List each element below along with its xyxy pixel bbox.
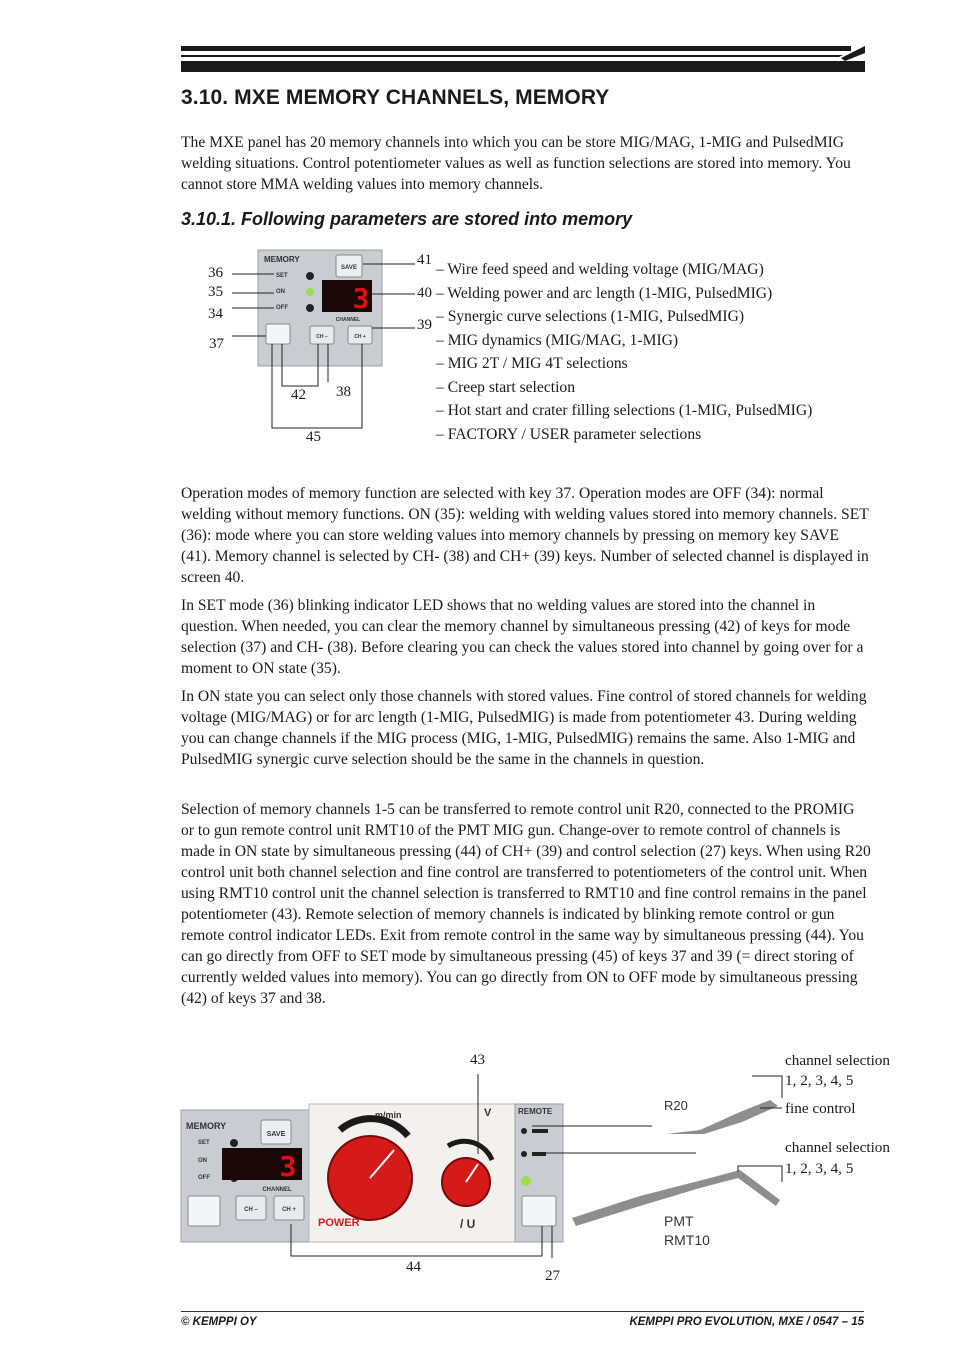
fig-panel-title: MEMORY — [186, 1121, 227, 1131]
panel-title: MEMORY — [264, 255, 300, 264]
parameter-item: – Synergic curve selections (1-MIG, PulsedMIG) — [436, 308, 745, 325]
fig-ch-plus-label: CH + — [282, 1207, 296, 1213]
mode-key-37[interactable] — [266, 324, 290, 344]
label-channel-selection-pmt: channel selection — [785, 1139, 890, 1156]
callout-40: 40 — [417, 285, 432, 301]
fig-v-label: V — [484, 1107, 492, 1119]
subsection-title: 3.10.1. Following parameters are stored into memory — [181, 209, 633, 229]
parameter-item: – FACTORY / USER parameter selections — [436, 425, 702, 443]
callout-45: 45 — [306, 429, 321, 445]
callout-42: 42 — [291, 387, 306, 403]
fig-mmin-label: m/min — [375, 1110, 402, 1120]
led-label-off: OFF — [276, 305, 288, 311]
header-rule — [181, 44, 865, 74]
callout-43: 43 — [470, 1052, 485, 1068]
led-set — [306, 272, 314, 280]
parameter-item: – MIG dynamics (MIG/MAG, 1-MIG) — [436, 331, 679, 349]
parameter-item: – Creep start selection — [436, 378, 575, 396]
callout-38: 38 — [336, 384, 351, 400]
parameter-item: – MIG 2T / MIG 4T selections — [436, 355, 628, 372]
callout-39: 39 — [417, 317, 432, 333]
fig-ch-minus-label: CH – — [244, 1207, 258, 1213]
fig-save-label: SAVE — [266, 1131, 286, 1138]
label-channel-values-r20: 1, 2, 3, 4, 5 — [785, 1072, 854, 1089]
fig-mode-key[interactable] — [188, 1196, 220, 1226]
remote-control-figure — [0, 1050, 954, 1290]
body-paragraph-remote-selection: Selection of memory channels 1-5 can be transferred to remote control unit R20, connected to the PROMIG or to gun remote control unit RMT10 of the PMT MIG gun. Change-over to remote control of channels is made in ON state by simultaneous pressing (44) of CH+ (39) and control selection (27) keys. When using R20 control unit both channel selection and fine control are transferred to potentiometers of the control unit. When using RMT10 control unit the channel selection is transferred to RMT10 and fine control remains in the panel potentiometer (43). Remote selection of memory channels is indicated by blinking remote control or gun remote control indicator LEDs. Exit from remote control in the same way by simultaneous pressing (44). You can go directly from OFF to SET mode by simultaneous pressing (45) of keys 37 and 39 (= direct storing of currently welded values into memory). You can go directly from ON to OFF mode by simultaneous pressing (42) of keys 37 and 38. — [181, 801, 871, 1007]
fig-led-label-set: SET — [198, 1140, 210, 1146]
fig-led-set — [230, 1139, 238, 1147]
fig-control-selection-key[interactable] — [522, 1196, 556, 1226]
intro-paragraph: The MXE panel has 20 memory channels into which you can be store MIG/MAG, 1-MIG and PulsedMIG welding situations. Control potentiometer values as well as function selections are stored into memory. You cannot store MMA welding values into memory channels. — [181, 134, 851, 193]
fig-channel-label: CHANNEL — [262, 1187, 292, 1193]
led-label-on: ON — [276, 289, 285, 295]
fig-remote-led — [521, 1176, 531, 1186]
callout-36: 36 — [208, 265, 223, 281]
fig-u-label: / U — [460, 1217, 476, 1231]
fig-rmt10-label: RMT10 — [664, 1232, 710, 1248]
led-label-set: SET — [276, 273, 288, 279]
fig-channel-display-value: 3 — [279, 1150, 297, 1183]
ch-plus-label: CH + — [354, 334, 366, 340]
stored-parameters-list — [436, 258, 876, 446]
footer-rule — [181, 1311, 864, 1312]
parameter-item: – Wire feed speed and welding voltage (MIG/MAG) — [436, 261, 764, 278]
body-paragraph-set-mode: In SET mode (36) blinking indicator LED shows that no welding values are stored into the channel in question. When needed, you can clear the memory channel by simultaneous pressing (42) of keys for mode selection (37) and CH- (38). Before clearing you can check the values stored into channel by going over for a moment to ON state (35). — [181, 597, 864, 677]
fig-led-label-off: OFF — [198, 1175, 210, 1181]
ch-minus-label: CH – — [316, 334, 328, 340]
body-paragraph-on-state: In ON state you can select only those channels with stored values. Fine control of stored channels for welding voltage (MIG/MAG) or for arc length (1-MIG, PulsedMIG) is made from potentiometer 43. During welding you can change channels if the MIG process (MIG, 1-MIG, PulsedMIG) remains the same. Also 1-MIG and PulsedMIG synergic curve selection should be the same in the channels in question. — [181, 688, 867, 768]
memory-panel-svg — [200, 248, 440, 448]
callout-37: 37 — [209, 336, 224, 352]
fig-led-label-on: ON — [198, 1158, 207, 1164]
channel-label: CHANNEL — [335, 317, 361, 323]
label-channel-values-pmt: 1, 2, 3, 4, 5 — [785, 1160, 854, 1177]
channel-display-value: 3 — [352, 282, 370, 315]
parameter-item: – Welding power and arc length (1-MIG, PulsedMIG) — [436, 284, 773, 302]
led-off — [306, 304, 314, 312]
section-title: 3.10. MXE MEMORY CHANNELS, MEMORY — [181, 86, 610, 109]
footer-copyright: © KEMPPI OY — [181, 1316, 257, 1328]
memory-panel-diagram — [200, 248, 440, 448]
fig-pmt-label: PMT — [664, 1213, 694, 1229]
led-on — [306, 288, 314, 296]
parameter-item: – Hot start and crater filling selections (1-MIG, PulsedMIG) — [436, 402, 813, 419]
label-channel-selection-r20: channel selection — [785, 1052, 890, 1069]
save-key-label: SAVE — [341, 265, 357, 271]
callout-27: 27 — [545, 1268, 560, 1284]
body-paragraph-operation-modes: Operation modes of memory function are selected with key 37. Operation modes are OFF (34): normal welding without memory functions. ON (35): welding with welding values stored into memory channels. SET (36): mode where you can store welding values into memory channels by pressing on memory key SAVE (41). Memory channel is selected by CH- (38) and CH+ (39) keys. Number of selected channel is displayed in screen 40. — [181, 485, 869, 586]
callout-34: 34 — [208, 306, 223, 322]
fig-r20-label: R20 — [664, 1098, 688, 1113]
label-fine-control: fine control — [785, 1100, 856, 1117]
fig-power-label: POWER — [318, 1217, 360, 1229]
callout-41: 41 — [417, 252, 432, 268]
callout-44: 44 — [406, 1259, 421, 1275]
footer-document-ref: KEMPPI PRO EVOLUTION, MXE / 0547 – 15 — [629, 1316, 864, 1328]
callout-35: 35 — [208, 284, 223, 300]
fig-remote-label: REMOTE — [518, 1107, 553, 1116]
